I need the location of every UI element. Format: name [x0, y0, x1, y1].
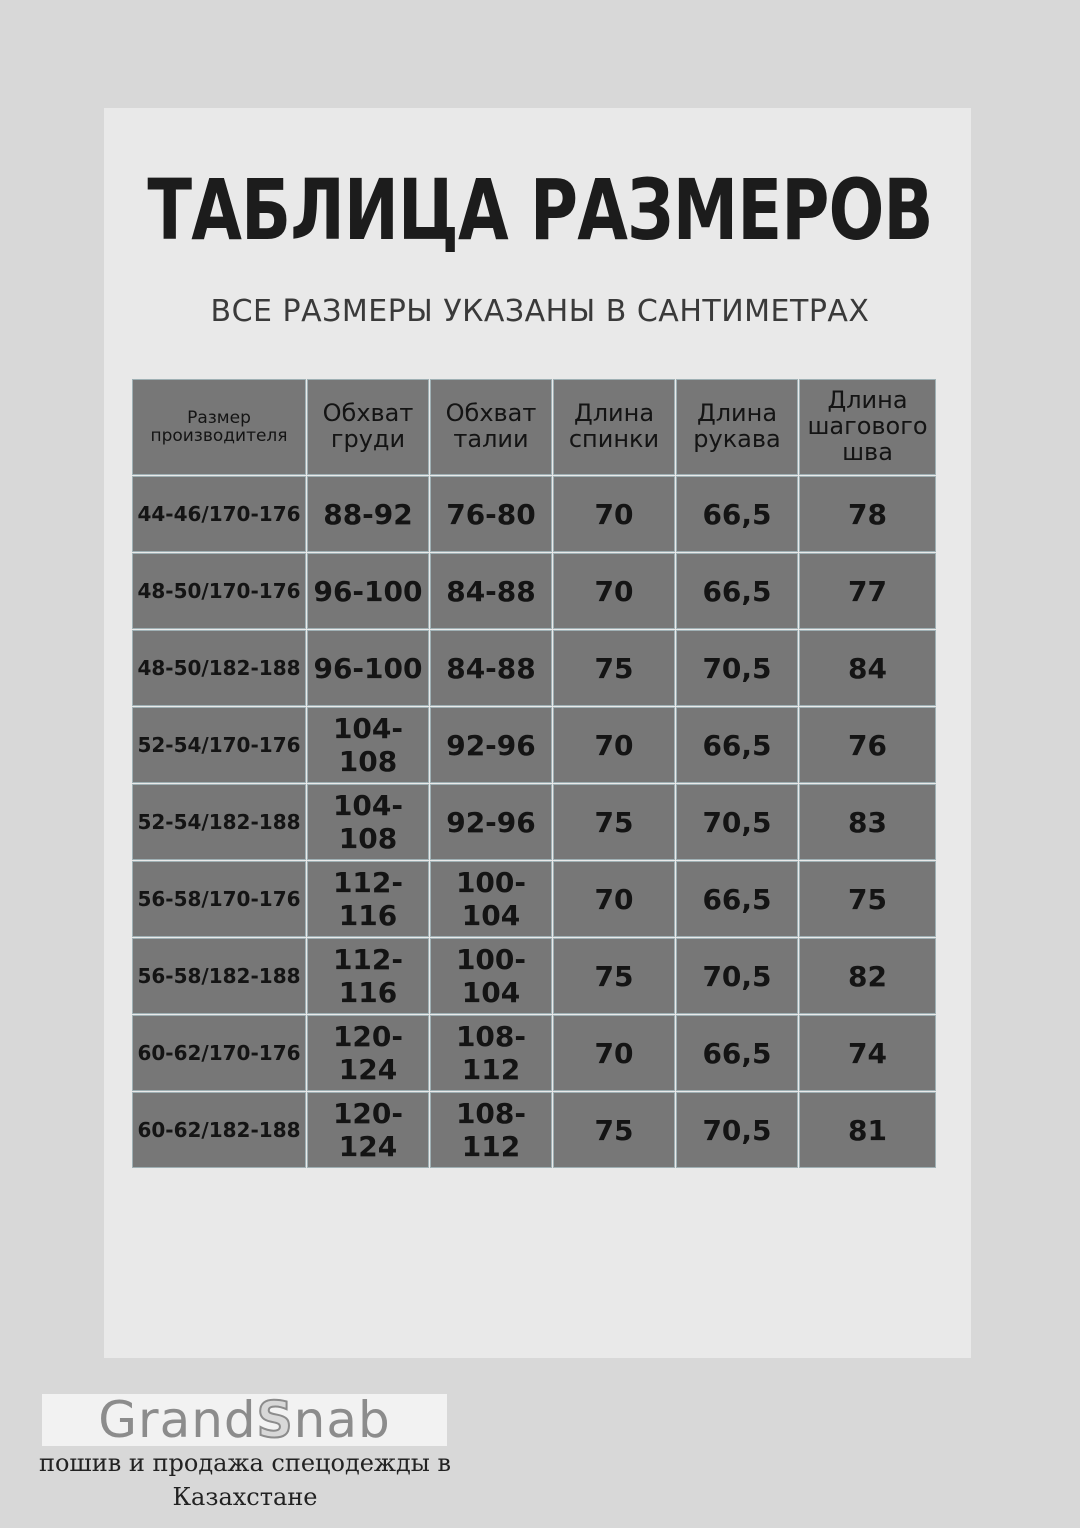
cell-sleeve-length: 70,5 — [677, 631, 797, 705]
header-sleeve-length: Длина рукава — [677, 380, 797, 474]
cell-back-length: 75 — [554, 939, 674, 1013]
grandsnab-logo — [42, 1391, 447, 1449]
page-subtitle: ВСЕ РАЗМЕРЫ УКАЗАНЫ В САНТИМЕТРАХ — [210, 294, 870, 329]
cell-waist: 100-104 — [431, 939, 551, 1013]
cell-waist: 84-88 — [431, 631, 551, 705]
cell-chest: 96-100 — [308, 554, 428, 628]
cell-sleeve-length: 70,5 — [677, 939, 797, 1013]
header-inseam-length: Длина шагового шва — [800, 380, 935, 474]
table-row — [133, 785, 935, 859]
table-row — [133, 477, 935, 551]
cell-sleeve-length: 66,5 — [677, 477, 797, 551]
cell-waist: 92-96 — [431, 708, 551, 782]
cell-inseam-length: 74 — [800, 1016, 935, 1090]
cell-size: 56-58/170-176 — [133, 862, 305, 936]
cell-inseam-length: 81 — [800, 1093, 935, 1167]
header-manufacturer-size: Размер производителя — [133, 380, 305, 474]
cell-sleeve-length: 66,5 — [677, 862, 797, 936]
header-back-length: Длина спинки — [554, 380, 674, 474]
cell-inseam-length: 82 — [800, 939, 935, 1013]
logo-text-grand: Grand — [98, 1391, 257, 1449]
cell-inseam-length: 78 — [800, 477, 935, 551]
cell-chest: 104-108 — [308, 708, 428, 782]
table-row — [133, 862, 935, 936]
cell-back-length: 75 — [554, 631, 674, 705]
cell-chest: 120-124 — [308, 1016, 428, 1090]
cell-back-length: 70 — [554, 554, 674, 628]
header-waist: Обхват талии — [431, 380, 551, 474]
cell-size: 52-54/170-176 — [133, 708, 305, 782]
size-table — [130, 377, 938, 1170]
cell-back-length: 70 — [554, 708, 674, 782]
cell-chest: 112-116 — [308, 862, 428, 936]
cell-back-length: 75 — [554, 1093, 674, 1167]
cell-sleeve-length: 66,5 — [677, 708, 797, 782]
cell-back-length: 75 — [554, 785, 674, 859]
cell-size: 48-50/182-188 — [133, 631, 305, 705]
cell-inseam-length: 76 — [800, 708, 935, 782]
cell-chest: 88-92 — [308, 477, 428, 551]
brand-tagline: пошив и продажа спецодежды в Казахстане — [38, 1449, 452, 1511]
cell-size: 48-50/170-176 — [133, 554, 305, 628]
page-title: ТАБЛИЦА РАЗМЕРОВ — [147, 161, 933, 259]
header-chest: Обхват груди — [308, 380, 428, 474]
cell-size: 52-54/182-188 — [133, 785, 305, 859]
cell-sleeve-length: 66,5 — [677, 554, 797, 628]
table-row — [133, 939, 935, 1013]
cell-chest: 96-100 — [308, 631, 428, 705]
cell-size: 60-62/182-188 — [133, 1093, 305, 1167]
cell-sleeve-length: 70,5 — [677, 1093, 797, 1167]
cell-back-length: 70 — [554, 477, 674, 551]
cell-back-length: 70 — [554, 862, 674, 936]
cell-back-length: 70 — [554, 1016, 674, 1090]
table-row — [133, 1016, 935, 1090]
cell-sleeve-length: 70,5 — [677, 785, 797, 859]
cell-chest: 120-124 — [308, 1093, 428, 1167]
cell-waist: 84-88 — [431, 554, 551, 628]
logo-text-nab: nab — [293, 1391, 391, 1449]
cell-size: 60-62/170-176 — [133, 1016, 305, 1090]
cell-size: 44-46/170-176 — [133, 477, 305, 551]
cell-chest: 112-116 — [308, 939, 428, 1013]
cell-inseam-length: 75 — [800, 862, 935, 936]
logo-text-s: S — [256, 1391, 294, 1449]
table-row — [133, 708, 935, 782]
cell-waist: 76-80 — [431, 477, 551, 551]
table-header-row — [133, 380, 935, 474]
cell-inseam-length: 83 — [800, 785, 935, 859]
table-row — [133, 631, 935, 705]
cell-waist: 92-96 — [431, 785, 551, 859]
cell-inseam-length: 77 — [800, 554, 935, 628]
cell-chest: 104-108 — [308, 785, 428, 859]
cell-waist: 108-112 — [431, 1093, 551, 1167]
cell-size: 56-58/182-188 — [133, 939, 305, 1013]
cell-waist: 100-104 — [431, 862, 551, 936]
table-row — [133, 1093, 935, 1167]
table-body — [133, 477, 935, 1167]
cell-inseam-length: 84 — [800, 631, 935, 705]
cell-waist: 108-112 — [431, 1016, 551, 1090]
table-row — [133, 554, 935, 628]
cell-sleeve-length: 66,5 — [677, 1016, 797, 1090]
